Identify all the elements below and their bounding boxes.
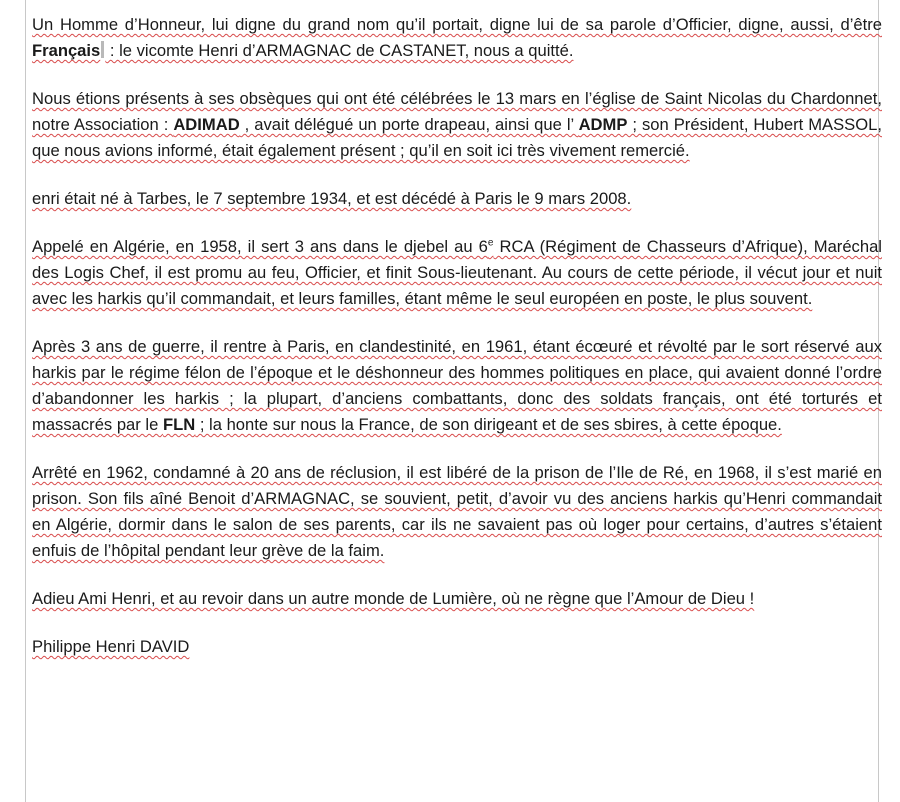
paragraph-obseques: Nous étions présents à ses obsèques qui ont été célébrées le 13 mars en l’église de Saint Nicolas du Chardonnet, notre Association : ADIMAD , avait délégué un porte drapeau, ainsi que l’ ADMP ; son Président, Hubert MASSOL, que nous avions informé, était également présent ; qu’il en soit ici très vivement remercié. — [32, 89, 882, 160]
document-body[interactable] — [32, 12, 882, 682]
bold-admp: ADMP — [578, 115, 628, 134]
page-margin-left — [25, 0, 26, 802]
paragraph-arrestation: Arrêté en 1962, condamné à 20 ans de réclusion, il est libéré de la prison de l’Ile de Ré, en 1968, il s’est marié en prison. Son fils aîné Benoit d’ARMAGNAC, se souvient, petit, d’avoir vu des anciens harkis qu’Henri commandait en Algérie, dormir dans le salon de ses parents, car ils ne savaient pas où loger pour certains, d’autres s’étaient enfuis de l’hôpital pendant leur grève de la faim. — [32, 463, 882, 560]
paragraph-intro: Un Homme d’Honneur, lui digne du grand nom qu’il portait, digne lui de sa parole d’Officier, digne, aussi, d’être Français : le vicomte Henri d’ARMAGNAC de CASTANET, nous a quitté. — [32, 15, 882, 60]
field-marker — [101, 41, 104, 58]
paragraph-birth: enri était né à Tarbes, le 7 septembre 1934, et est décédé à Paris le 9 mars 2008. — [32, 189, 632, 208]
paragraph-adieu: Adieu Ami Henri, et au revoir dans un autre monde de Lumière, où ne règne que l’Amour de Dieu ! — [32, 589, 755, 608]
paragraph-algerie: Appelé en Algérie, en 1958, il sert 3 ans dans le djebel au 6e RCA (Régiment de Chasseurs d’Afrique), Maréchal des Logis Chef, il est promu au feu, Officier, et finit Sous-lieutenant. Au cours de cette période, il vécut jour et nuit avec les harkis qu’il commandait, et leurs familles, étant même le seul européen en poste, le plus souvent. — [32, 237, 882, 308]
bold-fln: FLN — [162, 415, 196, 434]
superscript-e: e — [487, 237, 494, 249]
signature: Philippe Henri DAVID — [32, 637, 190, 656]
bold-adimad: ADIMAD — [173, 115, 240, 134]
paragraph-retour: Après 3 ans de guerre, il rentre à Paris, en clandestinité, en 1961, étant écœuré et révolté par le sort réservé aux harkis par le régime félon de l’époque et le déshonneur des hommes politiques en place, qui avaient donné l’ordre d’abandonner les harkis ; la plupart, d’anciens combattants, donc des soldats français, ont été torturés et massacrés par le FLN ; la honte sur nous la France, de son dirigeant et de ses sbires, à cette époque. — [32, 337, 882, 434]
bold-francais: Français — [32, 41, 101, 60]
